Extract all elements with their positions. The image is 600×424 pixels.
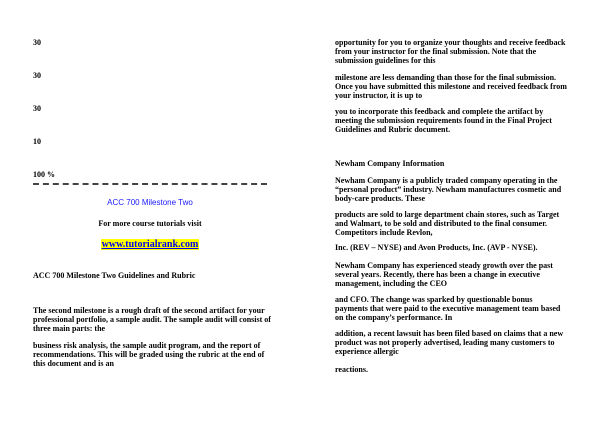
right-paragraph-6: Inc. (REV – NYSE) and Avon Products, Inc. (AVP - NYSE).	[335, 243, 538, 252]
right-paragraph-8: and CFO. The change was sparked by questionable bonus payments that were paid to the executive management team based on the company’s performance. In	[335, 295, 561, 322]
right-paragraph-10: reactions.	[335, 365, 368, 374]
score-2: 30	[33, 71, 41, 80]
right-paragraph-3: you to incorporate this feedback and complete the artifact by meeting the submission requirements found in the Final Project Guidelines and Rubric document.	[335, 107, 552, 134]
right-paragraph-1: opportunity for you to organize your thoughts and receive feedback from your instructor for the final submission. Note that the submission guidelines for this	[335, 38, 566, 65]
milestone-link[interactable]: ACC 700 Milestone Two	[107, 198, 193, 207]
right-paragraph-7: Newham Company has experienced steady growth over the past several years. Recently, there has been a change in executive management, including the CEO	[335, 261, 553, 288]
tagline: For more course tutorials visit	[98, 219, 202, 228]
section-heading: ACC 700 Milestone Two Guidelines and Rubric	[33, 271, 196, 280]
separator-line	[33, 183, 267, 185]
right-paragraph-9: addition, a recent lawsuit has been filed based on claims that a new product was not properly advertised, leading many customers to experience allergic	[335, 329, 564, 356]
left-paragraph-1: The second milestone is a rough draft of the second artifact for your professional portfolio, a sample audit. The sample audit will consist of three main parts: the	[33, 306, 271, 333]
total-score: 100 %	[33, 170, 55, 179]
right-paragraph-5: products are sold to large department chain stores, such as Target and Walmart, to be sold and distributed to the final consumer. Competitors include Revlon,	[335, 210, 560, 237]
score-3: 30	[33, 104, 41, 113]
website-link[interactable]: www.tutorialrank.com	[101, 239, 199, 250]
right-paragraph-4: Newham Company is a publicly traded company operating in the “personal product” industry. Newham manufactures cosmetic and body-care products. These	[335, 176, 562, 203]
milestone-link-wrap	[33, 198, 267, 207]
company-heading: Newham Company Information	[335, 159, 445, 168]
left-paragraph-2: business risk analysis, the sample audit program, and the report of recommendations. This will be graded using the rubric at the end of this document and is an	[33, 341, 265, 368]
score-1: 30	[33, 38, 41, 47]
right-paragraph-2: milestone are less demanding than those for the final submission. Once you have submitted this milestone and received feedback from your instructor, it is up to	[335, 73, 567, 100]
website-link-wrap	[33, 239, 267, 250]
score-4: 10	[33, 137, 41, 146]
